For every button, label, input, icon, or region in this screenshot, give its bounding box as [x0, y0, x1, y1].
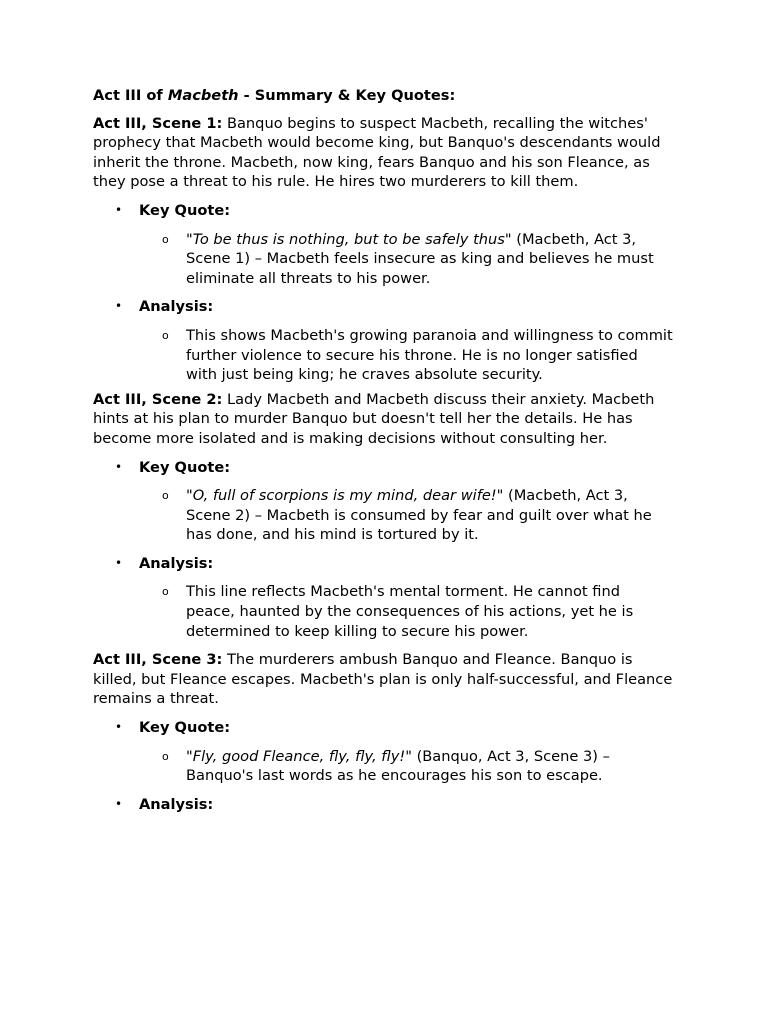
scene-2-section [93, 390, 673, 642]
scene-3-quote-text: Fly, good Fleance, fly, fly, fly! [192, 747, 406, 765]
scene-1-analysis-item [93, 297, 673, 384]
scene-1-analysis-label: Analysis: [139, 298, 214, 316]
sub-bullet-icon: o [162, 328, 169, 342]
scene-3-key-quote-item [93, 718, 673, 786]
scene-1-quote-text: To be thus is nothing, but to be safely thus [192, 230, 505, 248]
sub-bullet-icon: o [162, 489, 169, 503]
bullet-icon: • [115, 720, 123, 735]
title-prefix: Act III of [93, 87, 168, 104]
scene-2-analysis-label: Analysis: [139, 554, 214, 572]
scene-3-summary-text: The murderers ambush Banquo and Fleance. Banquo is killed, but Fleance escapes. Macbeth's plan is only half-successful, and Fleance remains a threat. [93, 651, 673, 708]
scene-1-analysis [139, 326, 673, 385]
scene-3-key-quote [139, 747, 673, 786]
scene-2-key-quote-item [93, 458, 673, 545]
bullet-icon: • [115, 459, 123, 474]
scene-3-section [93, 650, 673, 814]
scene-3-quote-explanation: " (Banquo, Act 3, Scene 3) – Banquo's last words as he encourages his son to escape. [186, 747, 610, 785]
scene-3-analysis-item [93, 795, 673, 815]
bullet-icon: • [115, 299, 123, 314]
scene-1-key-quote-item [93, 201, 673, 288]
scene-2-quote-text: O, full of scorpions is my mind, dear wife! [192, 487, 497, 505]
sub-bullet-icon: o [162, 585, 169, 599]
scene-1-analysis-list [139, 326, 673, 385]
scene-2-analysis-item [93, 554, 673, 641]
scene-2-summary-text: Lady Macbeth and Macbeth discuss their anxiety. Macbeth hints at his plan to murder Banquo but doesn't tell her the details. He has become more isolated and is making decisions without consulting her. [93, 390, 655, 447]
sub-bullet-icon: o [162, 749, 169, 763]
scene-1-summary-text: Banquo begins to suspect Macbeth, recalling the witches' prophecy that Macbeth would become king, but Banquo's descendants would inherit the throne. Macbeth, now king, fears Banquo and his son Fleance, as they pose a threat to his rule. He hires two murderers to kill them. [93, 114, 661, 191]
scene-3-summary [93, 650, 673, 709]
scene-3-heading: Act III, Scene 3: [93, 651, 223, 669]
bullet-icon: • [115, 555, 123, 570]
scene-3-key-quote-list [139, 747, 673, 786]
quote-open-mark: " [186, 230, 193, 248]
document-page [93, 86, 673, 823]
scene-1-analysis-text: This shows Macbeth's growing paranoia and willingness to commit further violence to secure his throne. He is no longer satisfied with just being king; he craves absolute security. [186, 326, 673, 384]
sub-bullet-icon: o [162, 232, 169, 246]
scene-3-points [93, 718, 673, 814]
scene-1-key-quote-label: Key Quote: [139, 201, 231, 219]
page-title [93, 86, 673, 106]
scene-1-section [93, 114, 673, 385]
quote-open-mark: " [186, 747, 193, 765]
bullet-icon: • [115, 202, 123, 217]
bullet-icon: • [115, 796, 123, 811]
scene-2-analysis-text: This line reflects Macbeth's mental torment. He cannot find peace, haunted by the consequences of his actions, yet he is determined to keep killing to secure his power. [186, 583, 634, 640]
scene-2-heading: Act III, Scene 2: [93, 390, 223, 408]
scene-1-heading: Act III, Scene 1: [93, 114, 223, 132]
quote-open-mark: " [186, 487, 193, 505]
scene-1-key-quote-list [139, 230, 673, 289]
scene-2-analysis-list [139, 582, 673, 641]
title-play-name: Macbeth [167, 87, 239, 104]
scene-3-key-quote-label: Key Quote: [139, 719, 231, 737]
scene-1-summary [93, 114, 673, 192]
scene-1-key-quote [139, 230, 673, 289]
scene-2-points [93, 458, 673, 642]
scene-2-key-quote [139, 486, 673, 545]
scene-1-quote-explanation: " (Macbeth, Act 3, Scene 1) – Macbeth feels insecure as king and believes he must eliminate all threats to his power. [186, 230, 654, 287]
scene-2-summary [93, 390, 673, 449]
scene-2-key-quote-list [139, 486, 673, 545]
scene-2-analysis [139, 582, 673, 641]
scene-3-analysis-label: Analysis: [139, 795, 214, 813]
scene-2-key-quote-label: Key Quote: [139, 458, 231, 476]
title-suffix: - Summary & Key Quotes: [238, 87, 456, 104]
scene-2-quote-explanation: " (Macbeth, Act 3, Scene 2) – Macbeth is consumed by fear and guilt over what he has done, and his mind is tortured by it. [186, 487, 652, 544]
scene-1-points [93, 201, 673, 385]
